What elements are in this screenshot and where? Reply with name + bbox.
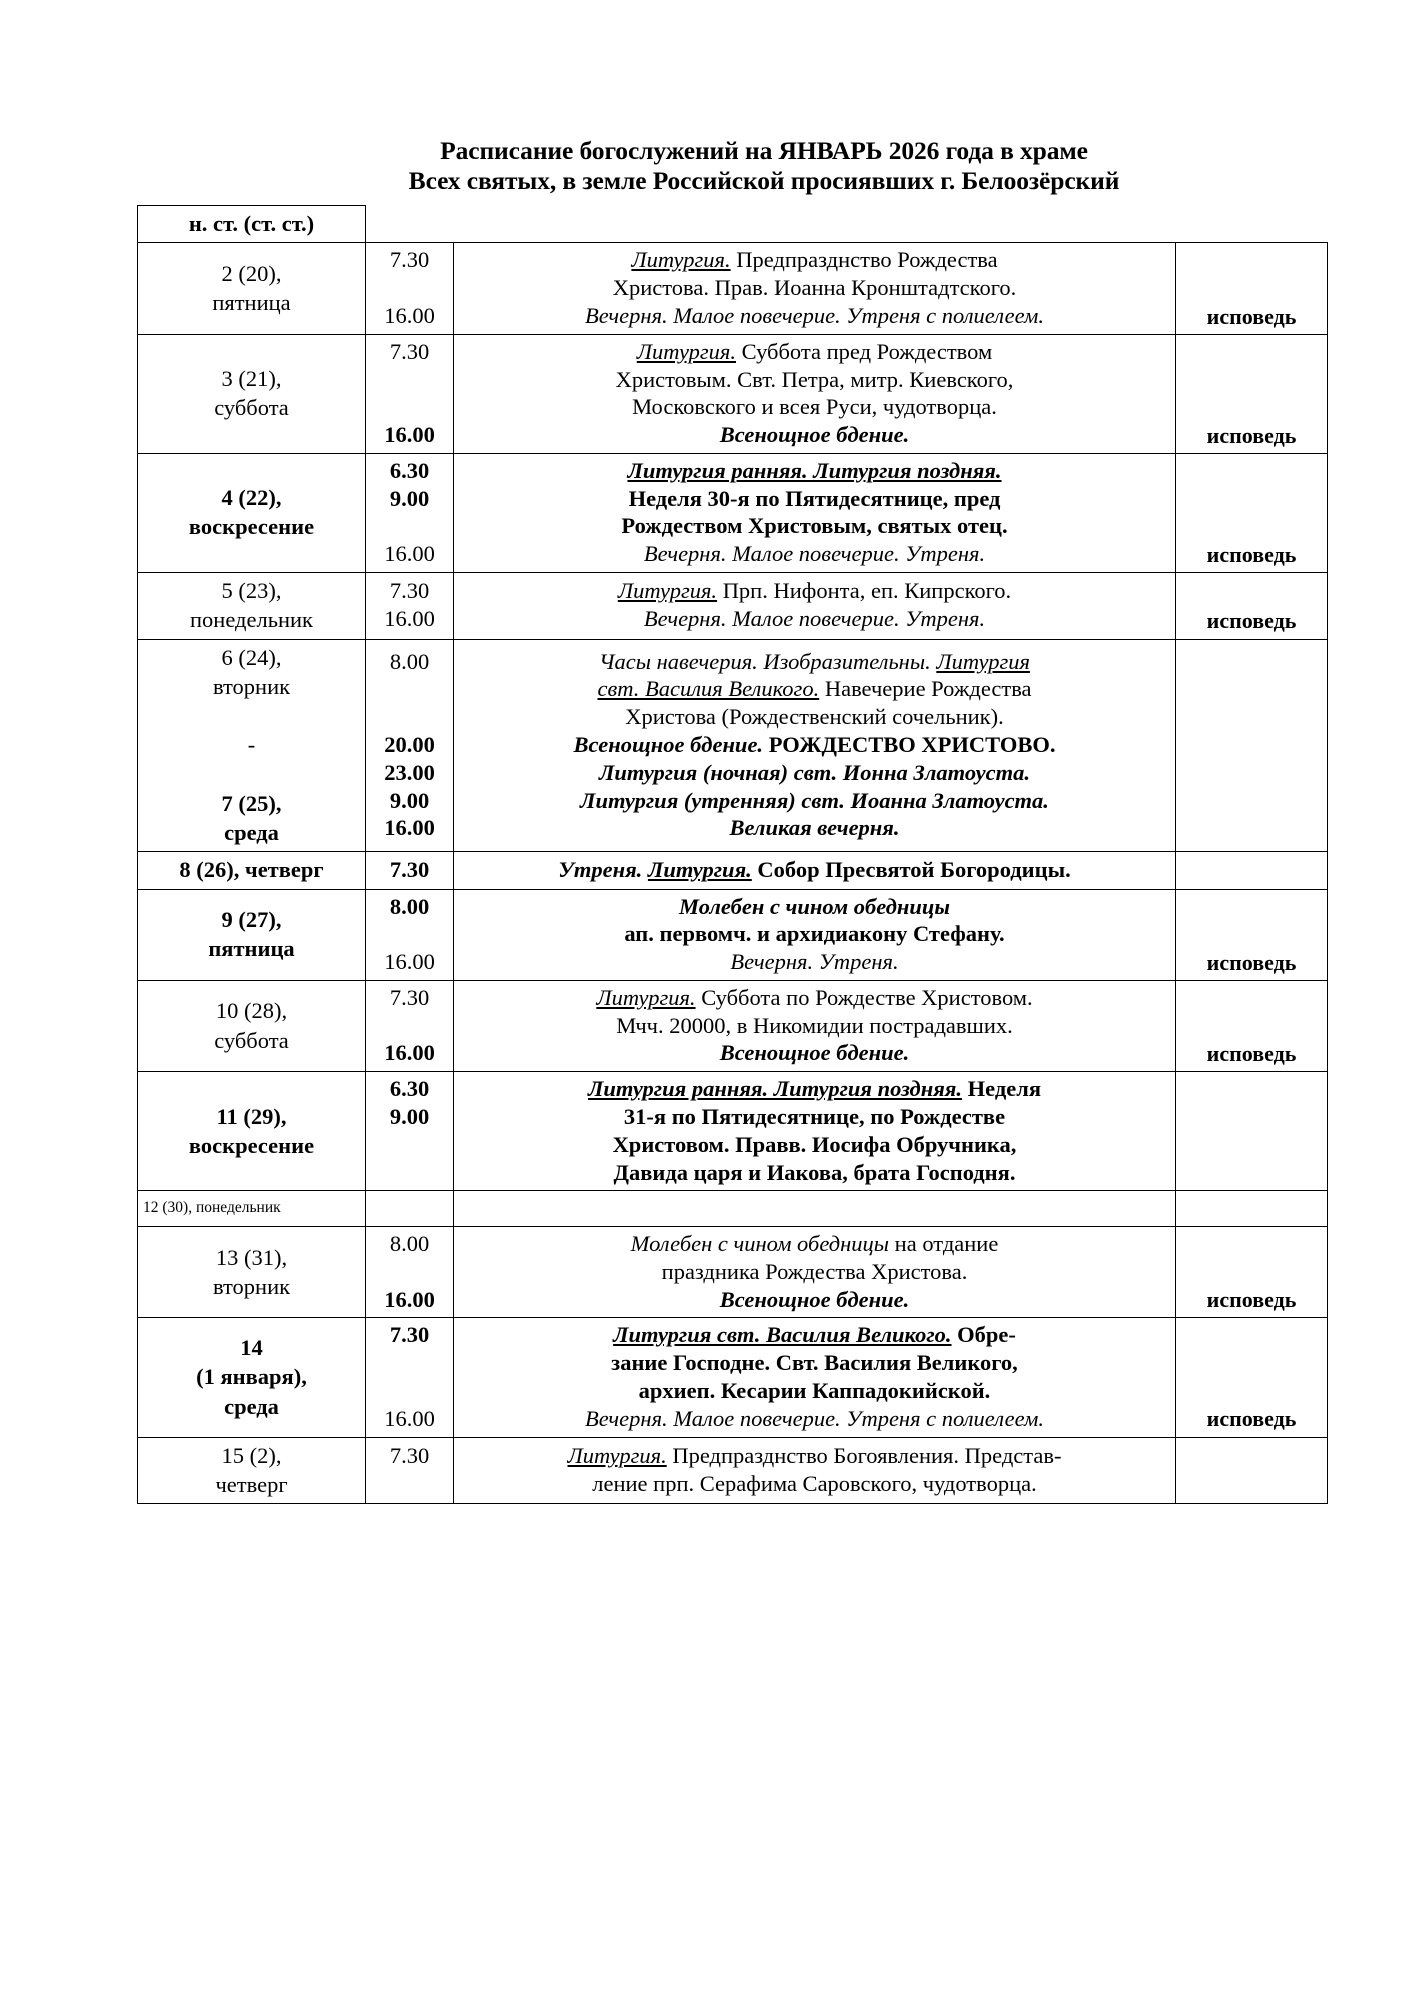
- row-time-stack: [366, 981, 453, 1071]
- confession-label: [1176, 1469, 1327, 1503]
- table-header-row: [138, 206, 1328, 243]
- row-description-text: [454, 1227, 1175, 1317]
- row-date-line: 4 (22),: [221, 485, 282, 511]
- row-description-line: [460, 366, 1169, 394]
- row-time-entry: 7.30: [389, 338, 430, 364]
- description-segment: Великая вечерня.: [729, 815, 900, 841]
- row-time-entry: [370, 920, 449, 948]
- description-segment: Литургия ранняя. Литургия поздняя.: [587, 1076, 963, 1102]
- header-cell-desc-blank: [454, 206, 1176, 243]
- row-time-entry: 16.00: [384, 606, 435, 632]
- row-time-entry: 16.00: [384, 815, 435, 841]
- row-description-cell: [454, 1437, 1176, 1504]
- row-date-line: вторник: [212, 673, 291, 699]
- row-date-cell: [138, 852, 366, 889]
- description-segment: Неделя 30-я по Пятидесятнице, пред: [628, 485, 1001, 511]
- description-segment: Давида царя и Иакова, брата Господня.: [613, 1159, 1016, 1185]
- row-description-line: [460, 302, 1169, 330]
- row-time-cell: [366, 1318, 454, 1437]
- row-time-cell: [366, 1227, 454, 1318]
- row-description-line: [460, 648, 1169, 676]
- description-segment: Христовым. Свт. Петра, митр. Киевского,: [615, 366, 1014, 392]
- row-description-line: [460, 540, 1169, 568]
- row-description-line: [460, 246, 1169, 274]
- row-time-entry: 8.00: [389, 893, 430, 919]
- description-segment: на отдание: [889, 1231, 999, 1257]
- description-segment: Рождеством Христовым, святых отец.: [621, 513, 1008, 539]
- description-segment: 31-я по Пятидесятнице, по Рождестве: [623, 1103, 1006, 1129]
- row-time-stack: [366, 1318, 453, 1436]
- row-date-line: 7 (25),: [221, 790, 282, 816]
- row-confession-cell: [1176, 453, 1328, 572]
- row-confession-cell: [1176, 1437, 1328, 1504]
- row-time-stack: [366, 454, 453, 572]
- table-row: [138, 980, 1328, 1071]
- row-description-line: [460, 1258, 1169, 1286]
- description-segment: ап. первомч. и архидиакону Стефану.: [624, 921, 1005, 947]
- row-date-line: воскресение: [188, 1132, 315, 1158]
- row-time-stack: [366, 1191, 453, 1226]
- description-segment: Вечерня. Малое повечерие. Утреня.: [643, 541, 986, 567]
- description-segment: Вечерня. Малое повечерие. Утреня.: [643, 606, 986, 632]
- row-time-entry: 7.30: [389, 984, 430, 1010]
- row-time-entry: [370, 675, 449, 703]
- row-date-cell: [138, 573, 366, 640]
- row-description-cell: [454, 1191, 1176, 1227]
- row-date-line: 8 (26), четверг: [179, 857, 324, 883]
- header-cell-time-blank: [366, 206, 454, 243]
- title-line-2: Всех святых, в земле Российской просиявших г. Белоозёрский: [408, 166, 1120, 196]
- row-date-line: вторник: [212, 1273, 291, 1299]
- row-date-text: [138, 1330, 365, 1425]
- row-date-cell: [138, 1318, 366, 1437]
- row-time-cell: [366, 453, 454, 572]
- row-date-cell: [138, 334, 366, 453]
- confession-label: [1176, 817, 1327, 851]
- row-description-line: [460, 759, 1169, 787]
- description-segment: Неделя: [962, 1076, 1042, 1102]
- row-description-line: [460, 1377, 1169, 1405]
- row-date-line: 6 (24),: [221, 644, 282, 670]
- row-description-text: [454, 853, 1175, 888]
- description-segment: свт. Василия Великого.: [597, 676, 820, 702]
- row-date-text: [138, 256, 365, 322]
- row-time-entry: [370, 393, 449, 421]
- row-time-entry: [370, 512, 449, 540]
- description-segment: РОЖДЕСТВО ХРИСТОВО.: [763, 731, 1056, 757]
- row-time-cell: [366, 1072, 454, 1191]
- row-description-line: [460, 675, 1169, 703]
- row-description-text: [454, 1318, 1175, 1436]
- header-cell-confession-blank: [1176, 206, 1328, 243]
- row-time-stack: [366, 574, 453, 637]
- row-time-stack: [366, 853, 453, 888]
- row-time-cell: [366, 889, 454, 980]
- row-time-stack: [366, 335, 453, 453]
- row-description-text: [454, 1439, 1175, 1502]
- row-time-entry: [370, 1012, 449, 1040]
- row-time-cell: [366, 573, 454, 640]
- row-time-cell: [366, 852, 454, 889]
- description-segment: Утреня.: [558, 856, 648, 882]
- schedule-table-body: [138, 206, 1328, 1504]
- row-date-line: 14: [240, 1335, 263, 1361]
- row-description-line: [460, 1075, 1169, 1103]
- row-description-cell: [454, 453, 1176, 572]
- row-time-entry: 23.00: [384, 759, 435, 785]
- row-time-cell: [366, 639, 454, 852]
- row-description-cell: [454, 1227, 1176, 1318]
- row-time-entry: 20.00: [384, 731, 435, 757]
- row-description-text: [454, 335, 1175, 453]
- row-description-line: [460, 1470, 1169, 1498]
- description-segment: Христовом. Правв. Иосифа Обручника,: [612, 1131, 1017, 1157]
- row-description-line: [460, 1039, 1169, 1067]
- description-segment: Молебен с чином обедницы: [679, 893, 950, 919]
- description-segment: архиеп. Кесарии Каппадокийской.: [638, 1378, 991, 1403]
- row-date-line: четверг: [215, 1471, 288, 1497]
- row-description-line: [460, 512, 1169, 540]
- document-title: [0, 0, 1414, 196]
- row-description-line: [460, 731, 1169, 759]
- confession-label: исповедь: [1206, 1041, 1297, 1067]
- description-segment: Предпразднство Богоявления. Представ-: [666, 1443, 1062, 1469]
- row-confession-cell: [1176, 334, 1328, 453]
- row-time-entry: 16.00: [384, 302, 435, 328]
- table-row: [138, 453, 1328, 572]
- row-time-entry: [370, 1377, 449, 1405]
- row-date-cell: [138, 1437, 366, 1504]
- description-segment: Литургия.: [647, 856, 752, 882]
- description-segment: Всенощное бдение.: [573, 731, 764, 757]
- row-time-entry: 8.00: [389, 1231, 430, 1257]
- row-time-entry: 16.00: [384, 949, 435, 975]
- row-description-line: [460, 893, 1169, 921]
- row-date-line: [142, 760, 361, 789]
- row-time-entry: [370, 274, 449, 302]
- row-description-line: [460, 485, 1169, 513]
- row-description-line: [460, 605, 1169, 633]
- description-segment: Литургия (ночная) свт. Ионна Златоуста.: [598, 759, 1031, 785]
- description-segment: Вечерня. Малое повечерие. Утреня с полиелеем.: [585, 302, 1044, 328]
- row-date-line: среда: [224, 1393, 279, 1419]
- row-time-entry: 6.30: [389, 457, 430, 483]
- row-description-line: [460, 421, 1169, 449]
- description-segment: Вечерня. Утреня.: [730, 949, 899, 975]
- row-date-line: 5 (23),: [221, 578, 282, 603]
- row-confession-cell: [1176, 1191, 1328, 1227]
- row-description-text: [454, 1191, 1175, 1226]
- title-line-1: Расписание богослужений на ЯНВАРЬ 2026 года в храме: [440, 136, 1088, 165]
- row-date-text: [138, 1099, 365, 1165]
- row-time-entry: 16.00: [384, 1040, 435, 1066]
- schedule-table: [137, 205, 1328, 1504]
- row-description-line: [460, 338, 1169, 366]
- row-time-entry: [370, 1194, 449, 1222]
- description-segment: Литургия ранняя. Литургия поздняя.: [627, 457, 1002, 483]
- row-description-line: [460, 1349, 1169, 1377]
- row-time-entry: 16.00: [384, 422, 435, 448]
- description-segment: Литургия.: [567, 1443, 667, 1469]
- description-segment: Суббота пред Рождеством: [736, 338, 993, 364]
- row-time-entry: 8.00: [389, 648, 430, 674]
- row-confession-cell: [1176, 980, 1328, 1071]
- row-time-cell: [366, 980, 454, 1071]
- row-date-line: среда: [224, 820, 279, 845]
- row-description-text: [454, 1072, 1175, 1190]
- description-segment: Всенощное бдение.: [719, 422, 910, 448]
- row-time-entry: 9.00: [389, 1103, 430, 1129]
- row-description-cell: [454, 639, 1176, 852]
- confession-label: исповедь: [1206, 1287, 1297, 1313]
- row-description-cell: [454, 1072, 1176, 1191]
- row-description-line: [460, 1159, 1169, 1187]
- row-description-line: [460, 1405, 1169, 1433]
- row-confession-cell: [1176, 1072, 1328, 1191]
- row-time-entry: 16.00: [384, 1286, 435, 1312]
- row-time-entry: 9.00: [389, 485, 430, 511]
- row-date-line: воскресение: [188, 514, 315, 540]
- confession-label: исповедь: [1206, 949, 1297, 975]
- confession-label: исповедь: [1206, 541, 1297, 567]
- row-date-text: [138, 1438, 365, 1504]
- row-confession-cell: [1176, 573, 1328, 640]
- description-segment: Литургия свт. Василия Великого.: [613, 1322, 952, 1348]
- row-date-line: 10 (28),: [215, 998, 288, 1024]
- row-description-text: [454, 890, 1175, 980]
- description-segment: Вечерня. Малое повечерие. Утреня с полиелеем.: [585, 1405, 1044, 1431]
- row-time-entry: 7.30: [389, 247, 430, 273]
- row-date-cell: [138, 1191, 366, 1227]
- row-time-stack: [366, 1227, 453, 1317]
- row-description-line: [460, 274, 1169, 302]
- description-segment: Часы навечерия. Изобразительны.: [599, 648, 937, 674]
- row-description-text: [454, 574, 1175, 637]
- row-date-text: [138, 640, 365, 852]
- table-row: [138, 889, 1328, 980]
- row-date-line: суббота: [214, 395, 289, 421]
- row-date-cell: [138, 1072, 366, 1191]
- row-description-text: [454, 981, 1175, 1071]
- row-date-text: [138, 361, 365, 427]
- row-time-cell: [366, 334, 454, 453]
- table-row: [138, 1191, 1328, 1227]
- row-description-cell: [454, 573, 1176, 640]
- row-date-cell: [138, 453, 366, 572]
- description-segment: ление прп. Серафима Саровского, чудотворца.: [592, 1470, 1037, 1496]
- row-description-line: [460, 1230, 1169, 1258]
- row-time-entry: 7.30: [389, 856, 430, 882]
- row-description-line: [460, 814, 1169, 842]
- table-row: [138, 573, 1328, 640]
- description-segment: зание Господне. Свт. Василия Великого,: [611, 1350, 1018, 1376]
- row-description-line: [460, 1103, 1169, 1131]
- row-time-entry: [370, 1470, 449, 1498]
- row-time-entry: 7.30: [389, 1322, 430, 1348]
- row-time-stack: [366, 890, 453, 980]
- description-segment: праздника Рождества Христова.: [661, 1258, 968, 1284]
- row-confession-cell: [1176, 639, 1328, 852]
- row-date-cell: [138, 889, 366, 980]
- row-date-line: [142, 701, 361, 730]
- row-description-line: [460, 920, 1169, 948]
- row-date-line: пятница: [208, 936, 295, 962]
- row-time-entry: [370, 1349, 449, 1377]
- description-segment: Христова (Рождественский сочельник).: [625, 704, 1004, 730]
- row-time-cell: [366, 1191, 454, 1227]
- row-description-line: [460, 1012, 1169, 1040]
- row-date-text: [138, 573, 365, 639]
- row-date-line: пятница: [212, 290, 291, 316]
- description-segment: Литургия.: [596, 984, 696, 1010]
- row-description-cell: [454, 852, 1176, 889]
- confession-label: исповедь: [1206, 1406, 1297, 1432]
- table-row: [138, 1227, 1328, 1318]
- row-description-cell: [454, 334, 1176, 453]
- row-date-line: 13 (31),: [215, 1244, 288, 1270]
- row-description-text: [454, 454, 1175, 572]
- header-date-label: н. ст. (ст. ст.): [188, 211, 315, 237]
- row-description-line: [460, 1194, 1169, 1222]
- row-description-line: [460, 577, 1169, 605]
- row-confession-cell: [1176, 1318, 1328, 1437]
- row-description-line: [460, 1321, 1169, 1349]
- row-confession-cell: [1176, 889, 1328, 980]
- row-date-line: 3 (21),: [221, 366, 282, 392]
- row-time-entry: 7.30: [389, 1443, 430, 1469]
- row-date-line: -: [247, 732, 256, 758]
- row-date-cell: [138, 243, 366, 334]
- row-date-text: [138, 852, 365, 888]
- description-segment: Всенощное бдение.: [719, 1286, 910, 1312]
- header-cell-date: [138, 206, 366, 243]
- row-time-stack: [366, 243, 453, 333]
- description-segment: Литургия (утренняя) свт. Иоанна Златоуста.: [580, 787, 1049, 813]
- row-time-entry: [370, 1159, 449, 1187]
- row-time-entry: 9.00: [389, 787, 430, 813]
- row-description-cell: [454, 243, 1176, 334]
- row-time-cell: [366, 243, 454, 334]
- row-time-entry: 16.00: [384, 1405, 435, 1431]
- row-description-line: [460, 1286, 1169, 1314]
- row-description-line: [460, 1131, 1169, 1159]
- row-time-entry: [370, 366, 449, 394]
- description-segment: Литургия.: [631, 247, 731, 273]
- confession-label: исповедь: [1206, 422, 1297, 448]
- confession-label: исповедь: [1206, 303, 1297, 329]
- row-description-line: [460, 393, 1169, 421]
- row-description-cell: [454, 980, 1176, 1071]
- row-description-text: [454, 645, 1175, 846]
- confession-label: [1176, 1192, 1327, 1226]
- row-description-line: [460, 1442, 1169, 1470]
- row-date-line: 11 (29),: [216, 1103, 287, 1129]
- row-date-line: 2 (20),: [221, 260, 282, 286]
- description-segment: Собор Пресвятой Богородицы.: [751, 856, 1071, 882]
- row-date-text: [138, 993, 365, 1059]
- row-description-line: [460, 787, 1169, 815]
- row-time-entry: [370, 1131, 449, 1159]
- description-segment: Всенощное бдение.: [719, 1040, 910, 1066]
- table-row: [138, 243, 1328, 334]
- row-confession-cell: [1176, 852, 1328, 889]
- row-time-stack: [366, 1072, 453, 1190]
- confession-label: [1176, 853, 1327, 887]
- row-description-line: [460, 703, 1169, 731]
- row-description-cell: [454, 889, 1176, 980]
- row-time-entry: 6.30: [389, 1076, 430, 1102]
- row-description-line: [460, 457, 1169, 485]
- row-date-cell: [138, 639, 366, 852]
- row-date-line: 9 (27),: [221, 906, 282, 932]
- confession-label: [1176, 1156, 1327, 1190]
- table-row: [138, 1437, 1328, 1504]
- row-date-line: 15 (2),: [221, 1442, 282, 1468]
- row-date-cell: [138, 1227, 366, 1318]
- row-time-entry: [370, 1258, 449, 1286]
- description-segment: Литургия: [936, 648, 1030, 674]
- description-segment: Предпразднство Рождества: [730, 247, 998, 273]
- row-time-entry: 16.00: [384, 541, 435, 567]
- description-segment: Литургия.: [617, 578, 718, 604]
- row-confession-cell: [1176, 1227, 1328, 1318]
- row-date-line: 12 (30), понедельник: [143, 1198, 281, 1216]
- row-date-cell: [138, 980, 366, 1071]
- table-row: [138, 334, 1328, 453]
- description-segment: Навечерие Рождества: [819, 676, 1032, 702]
- row-date-text: [138, 1196, 365, 1222]
- row-description-line: [460, 984, 1169, 1012]
- row-date-line: (1 января),: [196, 1364, 307, 1390]
- row-date-line: понедельник: [190, 607, 313, 633]
- row-description-line: [460, 856, 1169, 884]
- description-segment: Московского и всея Руси, чудотворца.: [632, 394, 997, 420]
- row-time-cell: [366, 1437, 454, 1504]
- row-time-stack: [366, 645, 453, 846]
- row-time-entry: [370, 703, 449, 731]
- description-segment: Мчч. 20000, в Никомидии пострадавших.: [616, 1012, 1013, 1038]
- row-date-line: суббота: [214, 1027, 289, 1053]
- row-confession-cell: [1176, 243, 1328, 334]
- description-segment: Суббота по Рождестве Христовом.: [695, 984, 1033, 1010]
- row-date-text: [138, 902, 365, 968]
- description-segment: Обре-: [951, 1322, 1016, 1348]
- row-date-text: [138, 480, 365, 546]
- table-row: [138, 639, 1328, 852]
- row-description-cell: [454, 1318, 1176, 1437]
- row-description-line: [460, 948, 1169, 976]
- row-time-stack: [366, 1439, 453, 1502]
- row-description-text: [454, 243, 1175, 333]
- row-time-entry: 7.30: [389, 578, 430, 604]
- table-row: [138, 852, 1328, 889]
- description-segment: Христова. Прав. Иоанна Кронштадтского.: [612, 275, 1017, 301]
- table-row: [138, 1072, 1328, 1191]
- description-segment: Молебен с чином обедницы: [630, 1231, 890, 1257]
- description-segment: Прп. Нифонта, еп. Кипрского.: [717, 578, 1012, 604]
- description-segment: Литургия.: [636, 338, 737, 364]
- row-date-text: [138, 1240, 365, 1306]
- table-row: [138, 1318, 1328, 1437]
- confession-label: исповедь: [1206, 608, 1297, 634]
